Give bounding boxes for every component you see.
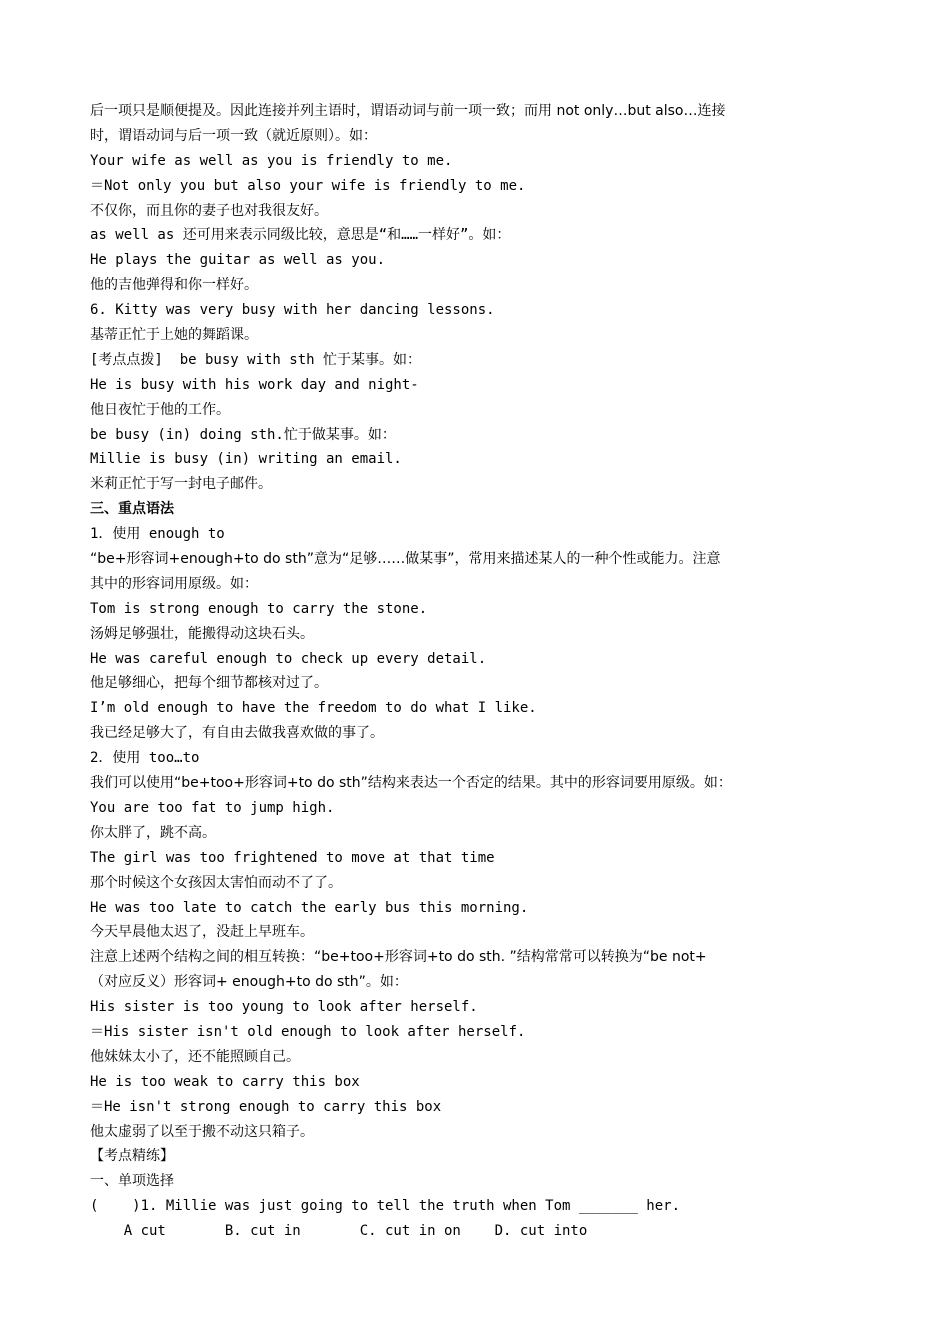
question: ( )1. Millie was just going to tell the truth when Tom _______ her. xyxy=(90,1198,681,1215)
text-line: He is busy with his work day and night- xyxy=(90,376,419,393)
section-heading: 【考点精练】 xyxy=(90,1148,174,1165)
text-line: His sister is too young to look after herself. xyxy=(90,999,478,1016)
subheading: 一、单项选择 xyxy=(90,1173,174,1190)
text-line: Millie is busy (in) writing an email. xyxy=(90,451,402,468)
text-line: Tom is strong enough to carry the stone. xyxy=(90,600,428,617)
text-line: 其中的形容词用原级。如： xyxy=(90,575,258,592)
section-heading: 三、重点语法 xyxy=(90,501,174,518)
document-body xyxy=(90,99,870,1244)
text-line: He plays the guitar as well as you. xyxy=(90,252,386,269)
text-line: 6. Kitty was very busy with her dancing lessons. xyxy=(90,302,495,319)
text-line: He was careful enough to check up every detail. xyxy=(90,650,487,667)
text-line: 他太虚弱了以至于搬不动这只箱子。 xyxy=(90,1123,314,1140)
text-line: I’m old enough to have the freedom to do what I like. xyxy=(90,700,537,717)
text-line: 我们可以使用“be+too+形容词+to do sth”结构来表达一个否定的结果。其中的形容词要用原级。如： xyxy=(90,775,732,792)
text-line: 汤姆足够强壮，能搬得动这块石头。 xyxy=(90,625,314,642)
text-line: as well as 还可用来表示同级比较，意思是“和……一样好”。如： xyxy=(90,227,511,244)
subheading: 2．使用 too…to xyxy=(90,750,200,767)
subheading: 1．使用 enough to xyxy=(90,526,225,543)
text-line: [考点点拨] be busy with sth 忙于某事。如： xyxy=(90,351,422,368)
text-line: 米莉正忙于写一封电子邮件。 xyxy=(90,476,272,493)
answer-options: A cut B. cut in C. cut in on D. cut into xyxy=(90,1223,588,1240)
text-line: 我已经足够大了，有自由去做我喜欢做的事了。 xyxy=(90,725,384,742)
text-line: 他的吉他弹得和你一样好。 xyxy=(90,277,258,294)
text-line: 他妹妹太小了，还不能照顾自己。 xyxy=(90,1048,300,1065)
text-line: （对应反义）形容词+ enough+to do sth”。如： xyxy=(90,974,408,991)
text-line: 不仅你，而且你的妻子也对我很友好。 xyxy=(90,202,328,219)
text-line: 后一项只是顺便提及。因此连接并列主语时，谓语动词与前一项一致；而用 not only…but also…连接 xyxy=(90,103,726,119)
text-line: The girl was too frightened to move at that time xyxy=(90,849,495,866)
text-line: 他日夜忙于他的工作。 xyxy=(90,401,230,418)
text-line: 今天早晨他太迟了，没赶上早班车。 xyxy=(90,924,314,941)
text-line: 时，谓语动词与后一项一致（就近原则）。如： xyxy=(90,127,377,144)
text-line: “be+形容词+enough+to do sth”意为“足够……做某事”，常用来描述某人的一种个性或能力。注意 xyxy=(90,551,721,568)
text-line: He was too late to catch the early bus this morning. xyxy=(90,899,529,916)
text-line: You are too fat to jump high. xyxy=(90,799,335,816)
text-line: 那个时候这个女孩因太害怕而动不了了。 xyxy=(90,874,342,891)
text-line: 注意上述两个结构之间的相互转换：“be+too+形容词+to do sth. ”结构常常可以转换为“be not+ xyxy=(90,949,707,966)
text-line: 他足够细心，把每个细节都核对过了。 xyxy=(90,675,328,692)
text-line: 基蒂正忙于上她的舞蹈课。 xyxy=(90,327,258,344)
text-line: He is too weak to carry this box xyxy=(90,1073,360,1090)
text-line: Your wife as well as you is friendly to me. xyxy=(90,152,453,169)
text-line: ＝His sister isn't old enough to look after herself. xyxy=(90,1023,526,1040)
text-line: 你太胖了，跳不高。 xyxy=(90,824,216,841)
text-line: ＝He isn't strong enough to carry this box xyxy=(90,1098,442,1115)
text-line: ＝Not only you but also your wife is friendly to me. xyxy=(90,177,526,194)
text-line: be busy (in) doing sth.忙于做某事。如： xyxy=(90,426,396,443)
